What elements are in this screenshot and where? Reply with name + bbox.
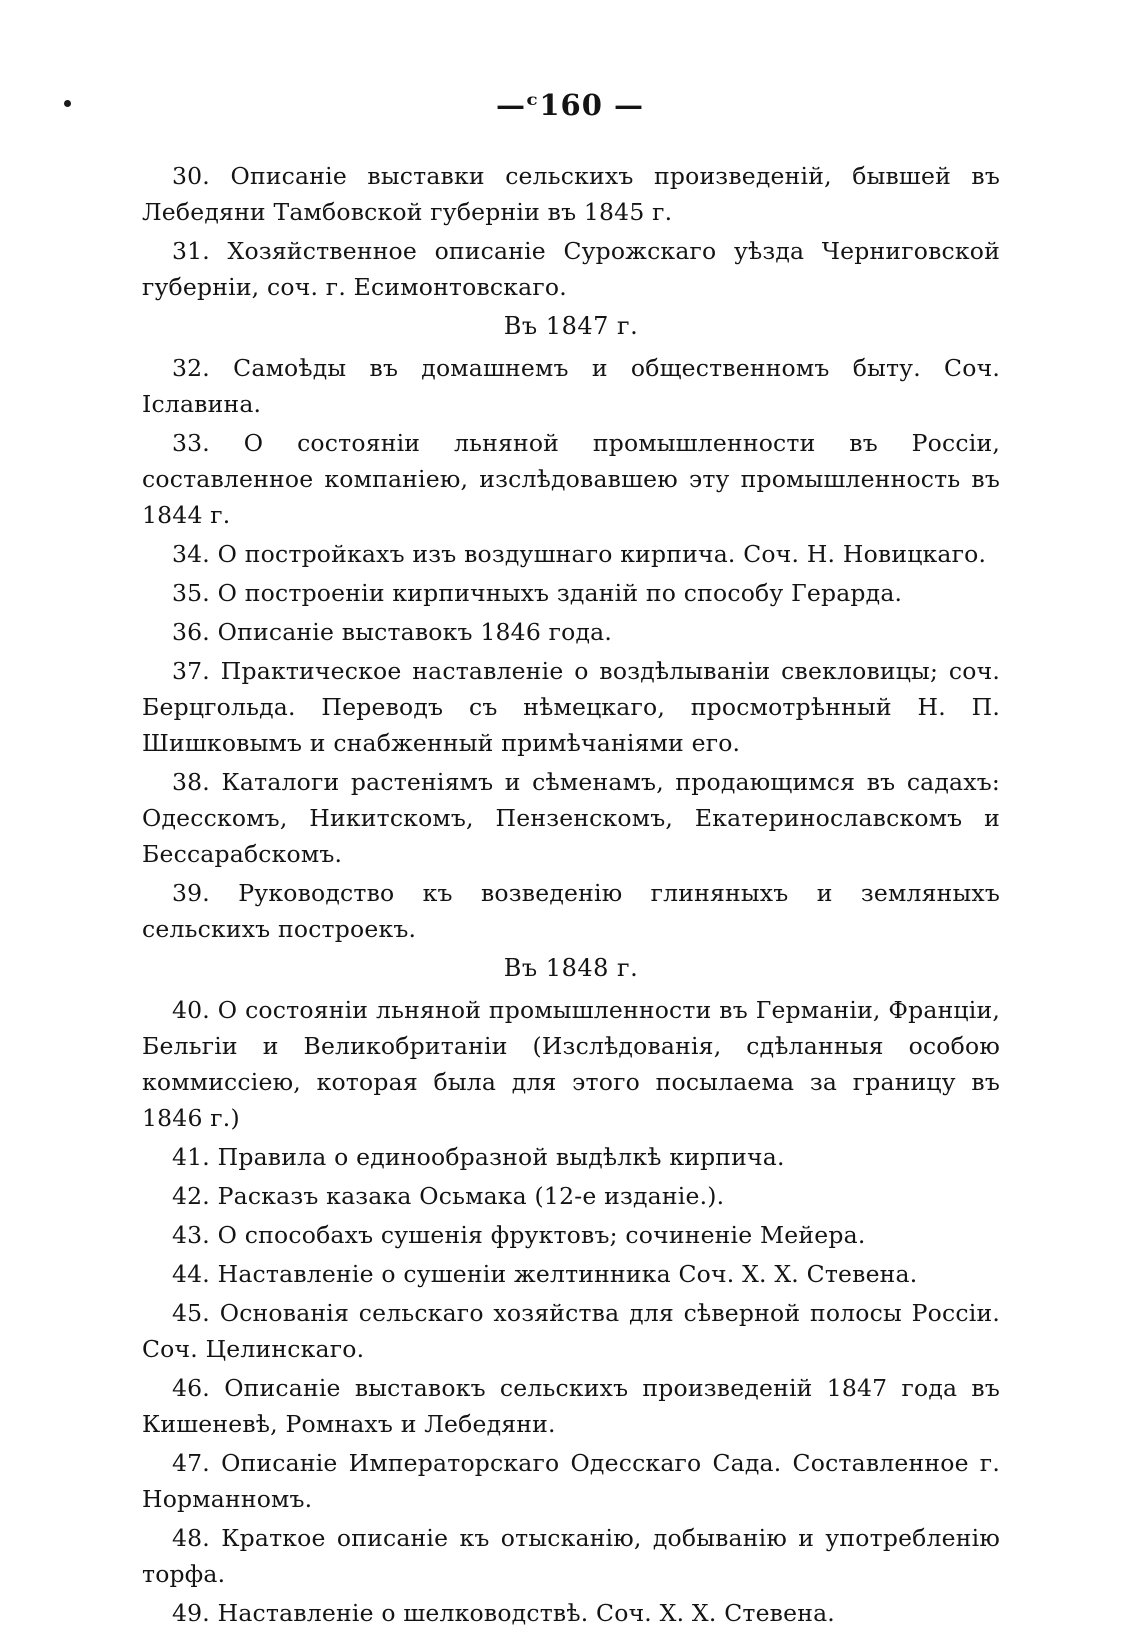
catalog-entry (142, 158, 1000, 230)
catalog-list (142, 158, 1000, 1634)
entry-text: Правила о единообразной выдѣлкѣ кирпича. (217, 1143, 785, 1171)
entries-group-3 (142, 992, 1000, 1631)
catalog-entry (142, 992, 1000, 1136)
entry-number: 44. (172, 1260, 210, 1288)
entry-number: 43. (172, 1221, 210, 1249)
entry-text: О состояніи льняной промышленности въ Германіи, Франціи, Бельгіи и Великобританіи (Изслѣдованія, сдѣланныя особою коммиссіею, которая была для этого посылаема за границу въ 1846 г.) (142, 996, 1000, 1132)
entry-number: 34. (172, 540, 210, 568)
year-heading-1847: Въ 1847 г. (503, 312, 639, 340)
entry-number: 37. (172, 657, 210, 685)
catalog-entry (142, 350, 1000, 422)
entry-number: 45. (172, 1299, 210, 1327)
entry-text: Краткое описаніе къ отысканію, добыванію и употребленію торфа. (142, 1524, 1001, 1588)
entry-text: Каталоги растеніямъ и сѣменамъ, продающимся въ садахъ: Одесскомъ, Никитскомъ, Пензенскомъ, Екатеринославскомъ и Бессарабскомъ. (142, 768, 1000, 868)
entry-number: 42. (172, 1182, 210, 1210)
catalog-entry (142, 1178, 1000, 1214)
entry-text: Описаніе выставки сельскихъ произведеній, бывшей въ Лебедяни Тамбовской губерніи въ 1845 г. (142, 162, 1001, 226)
entry-text: Руководство къ возведенію глиняныхъ и земляныхъ сельскихъ построекъ. (142, 879, 1001, 943)
catalog-entry (142, 575, 1000, 611)
entry-text: Наставленіе о сушеніи желтинника Соч. Х. Х. Стевена. (217, 1260, 918, 1288)
entry-number: 49. (172, 1599, 210, 1627)
entry-number: 33. (172, 429, 210, 457)
entry-number: 40. (172, 996, 210, 1024)
entry-text: Практическое наставленіе о воздѣлываніи свекловицы; соч. Берцгольда. Переводъ съ нѣмецкаго, просмотрѣнный Н. П. Шишковымъ и снабженный примѣчаніями его. (142, 657, 1000, 757)
year-heading-1848: Въ 1848 г. (503, 954, 639, 982)
entry-text: Хозяйственное описаніе Сурожскаго уѣзда Черниговской губерніи, соч. г. Есимонтовскаго. (142, 237, 1000, 301)
entry-number: 48. (172, 1524, 210, 1552)
entry-text: Описаніе выставокъ 1846 года. (217, 618, 613, 646)
entry-number: 39. (172, 879, 210, 907)
catalog-entry (142, 653, 1000, 761)
catalog-entry (142, 1256, 1000, 1292)
entry-number: 32. (172, 354, 210, 382)
catalog-entry (142, 1445, 1000, 1517)
entries-group-2 (142, 350, 1000, 947)
entry-text: Самоѣды въ домашнемъ и общественномъ быту. Соч. Іславина. (142, 354, 1000, 418)
entry-text: Описаніе выставокъ сельскихъ произведеній 1847 года въ Кишеневѣ, Ромнахъ и Лебедяни. (142, 1374, 1001, 1438)
entry-text: Основанія сельскаго хозяйства для сѣверной полосы Россіи. Соч. Целинскаго. (142, 1299, 1000, 1363)
entry-text: О способахъ сушенія фруктовъ; сочиненіе Мейера. (217, 1221, 866, 1249)
entry-number: 30. (172, 162, 210, 190)
entry-text: Наставленіе о шелководствѣ. Соч. Х. Х. Стевена. (217, 1599, 835, 1627)
entry-text: О построеніи кирпичныхъ зданій по способу Герарда. (217, 579, 903, 607)
entry-number: 36. (172, 618, 210, 646)
entry-text: О состояніи льняной промышленности въ Россіи, составленное компаніею, изслѣдовавшею эту промышленность въ 1844 г. (142, 429, 1000, 529)
catalog-entry (142, 425, 1000, 533)
catalog-entry (142, 764, 1000, 872)
entry-number: 46. (172, 1374, 210, 1402)
catalog-entry (142, 875, 1000, 947)
catalog-entry (142, 1520, 1000, 1592)
catalog-entry (142, 536, 1000, 572)
entry-text: О постройкахъ изъ воздушнаго кирпича. Соч. Н. Новицкаго. (217, 540, 987, 568)
catalog-entry (142, 1139, 1000, 1175)
entry-text: Описаніе Императорскаго Одесскаго Сада. Составленное г. Норманномъ. (142, 1449, 1000, 1513)
catalog-entry (142, 1370, 1000, 1442)
entry-text: Расказъ казака Осьмака (12-е изданіе.). (217, 1182, 725, 1210)
entry-number: 38. (172, 768, 210, 796)
entry-number: 47. (172, 1449, 210, 1477)
catalog-entry (142, 614, 1000, 650)
page-number: —ᶜ160 — (495, 88, 645, 122)
entry-number: 35. (172, 579, 210, 607)
entries-group-1 (142, 158, 1000, 305)
entry-number: 31. (172, 237, 210, 265)
entry-number: 41. (172, 1143, 210, 1171)
catalog-entry (142, 233, 1000, 305)
catalog-entry (142, 1595, 1000, 1631)
catalog-entry (142, 1217, 1000, 1253)
catalog-entry (142, 1295, 1000, 1367)
